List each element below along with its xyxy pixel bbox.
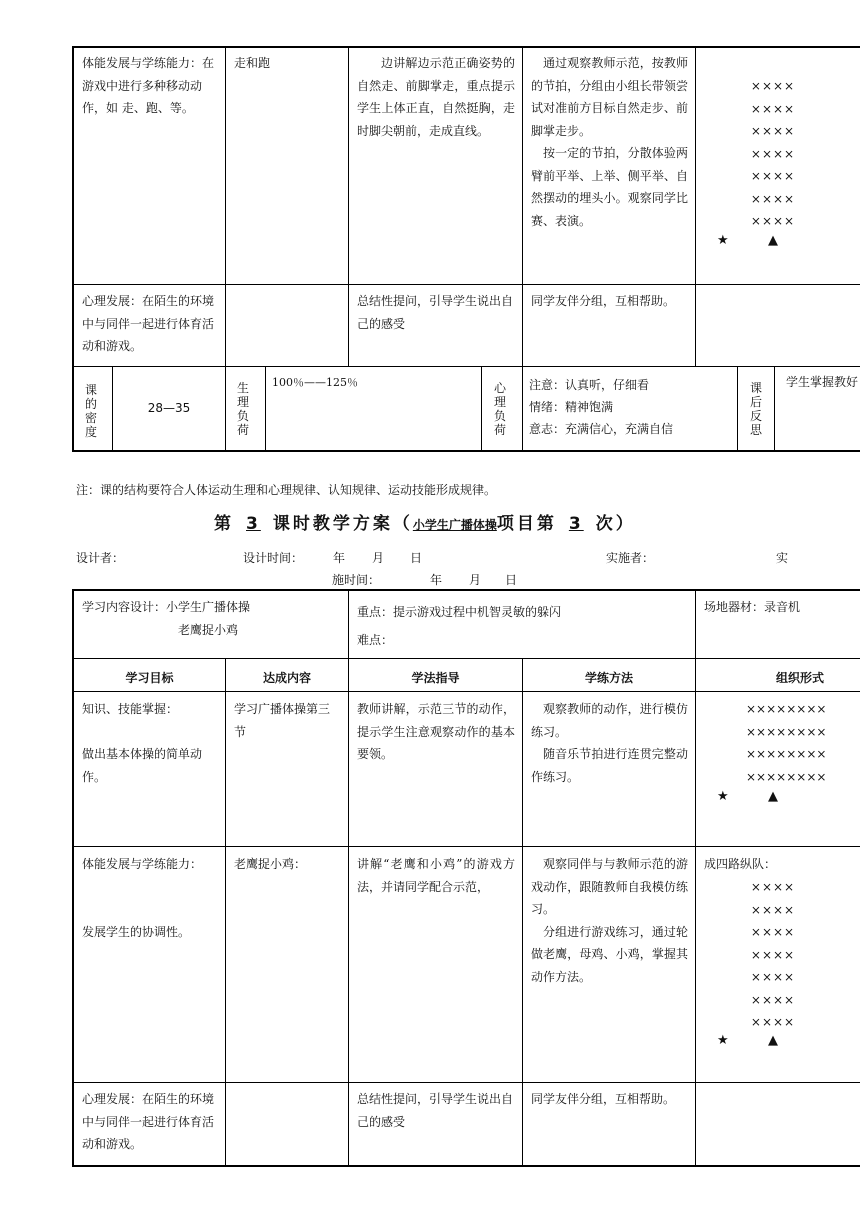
structure-note: 注：课的结构要符合人体运动生理和心理规律、认知规律、运动技能形成规律。 <box>76 483 497 497</box>
equipment-triangle-icon: ▲ <box>768 789 778 804</box>
content-design-game: 老鹰捉小鸡 <box>178 622 239 637</box>
density-value: 28—35 <box>147 401 191 415</box>
formation-row: ×××× <box>750 992 796 1007</box>
times-number: 3 <box>568 514 584 534</box>
table-2-row-divider <box>72 658 860 659</box>
difficulty: 难点： <box>357 633 394 647</box>
t2-content-cell: 学习广播体操第三节 <box>234 702 331 739</box>
impl-year: 年 <box>430 573 443 587</box>
t1-method-paragraph: 通过观察教师示范，按教师的节拍，分组由小组长带领尝试对准前方目标自然走步、前脚掌走步。 <box>531 56 688 138</box>
t2-formation-cell <box>740 694 860 792</box>
table-2-col-divider <box>348 658 349 1166</box>
t2-method-cell <box>525 694 694 792</box>
physio-load-value: 100％——125％ <box>272 376 358 389</box>
design-day: 日 <box>410 551 423 565</box>
content-design-cell <box>76 592 346 645</box>
formation-row: ×××××××× <box>746 702 827 716</box>
formation-row: ×××× <box>750 880 796 894</box>
formation-row: ×××× <box>750 214 796 228</box>
formation-row: ×××× <box>750 1015 796 1029</box>
reflection-value: 学生掌握教好 <box>786 375 859 389</box>
t2-guide-cell: 教师讲解，示范三节的动作，提示学生注意观察动作的基本要领。 <box>357 702 515 761</box>
impl-month: 月 <box>469 573 482 587</box>
t2-method-paragraph: 观察教师的动作，进行模仿练习。 <box>531 702 688 739</box>
key-difficulty-cell <box>351 594 693 658</box>
table-1-col-divider <box>695 46 696 366</box>
psych-load-label <box>489 381 511 437</box>
t2-psych-guide-cell: 总结性提问，引导学生说出自己的感受 <box>357 1092 514 1129</box>
equipment-triangle-icon: ▲ <box>768 1033 778 1048</box>
t1-method-paragraph: 按一定的节拍，分散体验两臂前平举、上举、侧平举、自然摆动的埋头小。观察同学比赛、表演。 <box>531 146 688 228</box>
table-2-top-border <box>72 589 860 591</box>
design-month: 月 <box>372 551 385 565</box>
formation-row: ×××× <box>750 101 796 116</box>
content-design-title: 学习内容设计：小学生广播体操 <box>82 600 251 614</box>
goal-heading: 体能发展与学练能力： <box>82 857 203 871</box>
physio-load-label <box>232 381 254 437</box>
table-2-col-divider <box>695 589 696 659</box>
psych-load-label-text: 心理负荷 <box>494 381 507 437</box>
reflection-label <box>745 381 767 437</box>
table-1-col-divider <box>225 366 226 451</box>
formation-row: ×××××××× <box>746 724 827 739</box>
formation-row: ×××× <box>750 191 796 206</box>
header-method-guide: 学法指导 <box>411 671 460 685</box>
formation-row: ×××× <box>750 970 796 984</box>
goal-text: 发展学生的协调性。 <box>82 924 191 939</box>
formation-row: ×××× <box>750 169 796 183</box>
table-1-col-divider <box>481 366 482 451</box>
table-2-col-divider <box>522 658 523 1166</box>
plan-title <box>214 509 636 534</box>
formation-row: ×××× <box>750 79 796 93</box>
formation-row: ×××××××× <box>746 747 827 761</box>
t1-formation-cell <box>698 71 848 237</box>
teacher-star-icon: ★ <box>717 789 729 804</box>
t2-psych-goal-cell: 心理发展：在陌生的环境中与同伴一起进行体育活动和游戏。 <box>82 1092 215 1151</box>
t1-content-cell: 走和跑 <box>234 56 271 70</box>
t2-method-paragraph: 随音乐节拍进行连贯完整动作练习。 <box>531 747 688 784</box>
t1-psych-goal-cell: 心理发展：在陌生的环境中与同伴一起进行体育活动和游戏。 <box>82 294 215 353</box>
table-2-row-divider <box>72 846 860 847</box>
title-part: 次） <box>595 514 636 534</box>
formation-row: ×××××××× <box>746 769 827 784</box>
table-1-col-divider <box>225 46 226 366</box>
table-1-col-divider <box>522 46 523 366</box>
psych-load-line: 意志：充满信心，充满自信 <box>529 422 674 436</box>
goal-text: 做出基本体操的简单动作。 <box>82 747 203 784</box>
table-1-row-divider <box>72 366 860 367</box>
t2-game-method-cell <box>525 849 694 992</box>
table-1-col-divider <box>737 366 738 451</box>
physio-load-label-text: 生理负荷 <box>237 381 250 437</box>
t2-method-paragraph: 观察同伴与与教师示范的游戏动作，跟随教师自我模仿练习。 <box>531 857 688 916</box>
impl-prefix: 实 <box>776 551 789 565</box>
table-1-bottom-border <box>72 450 860 452</box>
t1-guide-cell: 边讲解边示范正确姿势的自然走、前脚掌走，重点提示学生上体正直，自然挺胸，走时脚尖朝前，走成直线。 <box>357 56 515 138</box>
table-2-col-divider <box>695 658 696 1166</box>
design-time-label: 设计时间： <box>243 551 304 565</box>
impl-day: 日 <box>505 573 518 587</box>
design-year: 年 <box>333 551 346 565</box>
t2-fitness-goal-cell <box>76 849 224 947</box>
table-1-col-divider <box>522 366 523 451</box>
table-1-col-divider <box>265 366 266 451</box>
psych-load-line: 情绪：精神饱满 <box>529 400 614 414</box>
lesson-number: 3 <box>246 514 261 534</box>
title-part: 第 <box>214 514 234 534</box>
table-2-bottom-border <box>72 1165 860 1167</box>
formation-row: ×××× <box>750 947 796 962</box>
teacher-star-icon: ★ <box>717 1033 729 1048</box>
t2-game-formation-cell <box>698 872 848 1038</box>
header-organization: 组织形式 <box>775 671 824 685</box>
t1-psych-guide-cell: 总结性提问，引导学生说出自己的感受 <box>357 294 514 331</box>
t2-psych-method-cell: 同学友伴分组，互相帮助。 <box>531 1092 676 1106</box>
t2-game-guide-cell: 讲解“老鹰和小鸡”的游戏方法，并请同学配合示范， <box>357 857 515 894</box>
formation-row: ×××× <box>750 902 796 917</box>
title-part: 项目第 <box>496 514 557 534</box>
header-practice-method: 学练方法 <box>584 671 633 685</box>
table-1-left-border <box>72 46 74 452</box>
table-2-row-divider <box>72 1082 860 1083</box>
key-point: 重点：提示游戏过程中机智灵敏的躲闪 <box>357 605 562 619</box>
table-1-col-divider <box>774 366 775 451</box>
formation-row: ×××× <box>750 146 796 161</box>
teacher-star-icon: ★ <box>717 233 729 248</box>
table-2-col-divider <box>225 658 226 1166</box>
title-part: 课时教学方案（ <box>272 514 413 534</box>
project-name: 小学生广播体操 <box>412 518 497 532</box>
impl-time-label: 施时间： <box>332 573 381 587</box>
formation-title: 成四路纵队： <box>704 857 777 871</box>
equipment-triangle-icon: ▲ <box>768 233 778 248</box>
designer-label: 设计者： <box>76 551 125 565</box>
formation-row: ×××× <box>750 124 796 138</box>
t1-method-cell <box>525 48 694 236</box>
t2-game-content-cell: 老鹰捉小鸡： <box>234 857 307 871</box>
t1-psych-method-cell: 同学友伴分组，互相帮助。 <box>531 294 676 308</box>
implementer-label: 实施者： <box>606 551 655 565</box>
density-label-text: 课的密度 <box>85 383 98 439</box>
goal-heading: 知识、技能掌握： <box>82 702 179 716</box>
header-learning-goal: 学习目标 <box>125 671 174 685</box>
table-1-col-divider <box>348 46 349 366</box>
density-label <box>80 383 102 439</box>
t1-goal-cell: 体能发展与学练能力：在游戏中进行多种移动动作，如 走、跑、等。 <box>82 56 215 115</box>
t2-method-paragraph: 分组进行游戏练习，通过轮做老鹰，母鸡、小鸡，掌握其动作方法。 <box>531 924 688 984</box>
t2-skill-goal-cell <box>76 694 224 792</box>
equipment-cell: 场地器材：录音机 <box>704 600 801 614</box>
reflection-label-text: 课后反思 <box>750 381 763 437</box>
table-2-col-divider <box>348 589 349 659</box>
formation-row: ×××× <box>750 925 796 939</box>
table-1-row-divider <box>72 284 860 285</box>
psych-load-line: 注意：认真听，仔细看 <box>529 378 650 392</box>
header-achievement: 达成内容 <box>262 671 311 685</box>
psych-load-details <box>529 374 734 440</box>
